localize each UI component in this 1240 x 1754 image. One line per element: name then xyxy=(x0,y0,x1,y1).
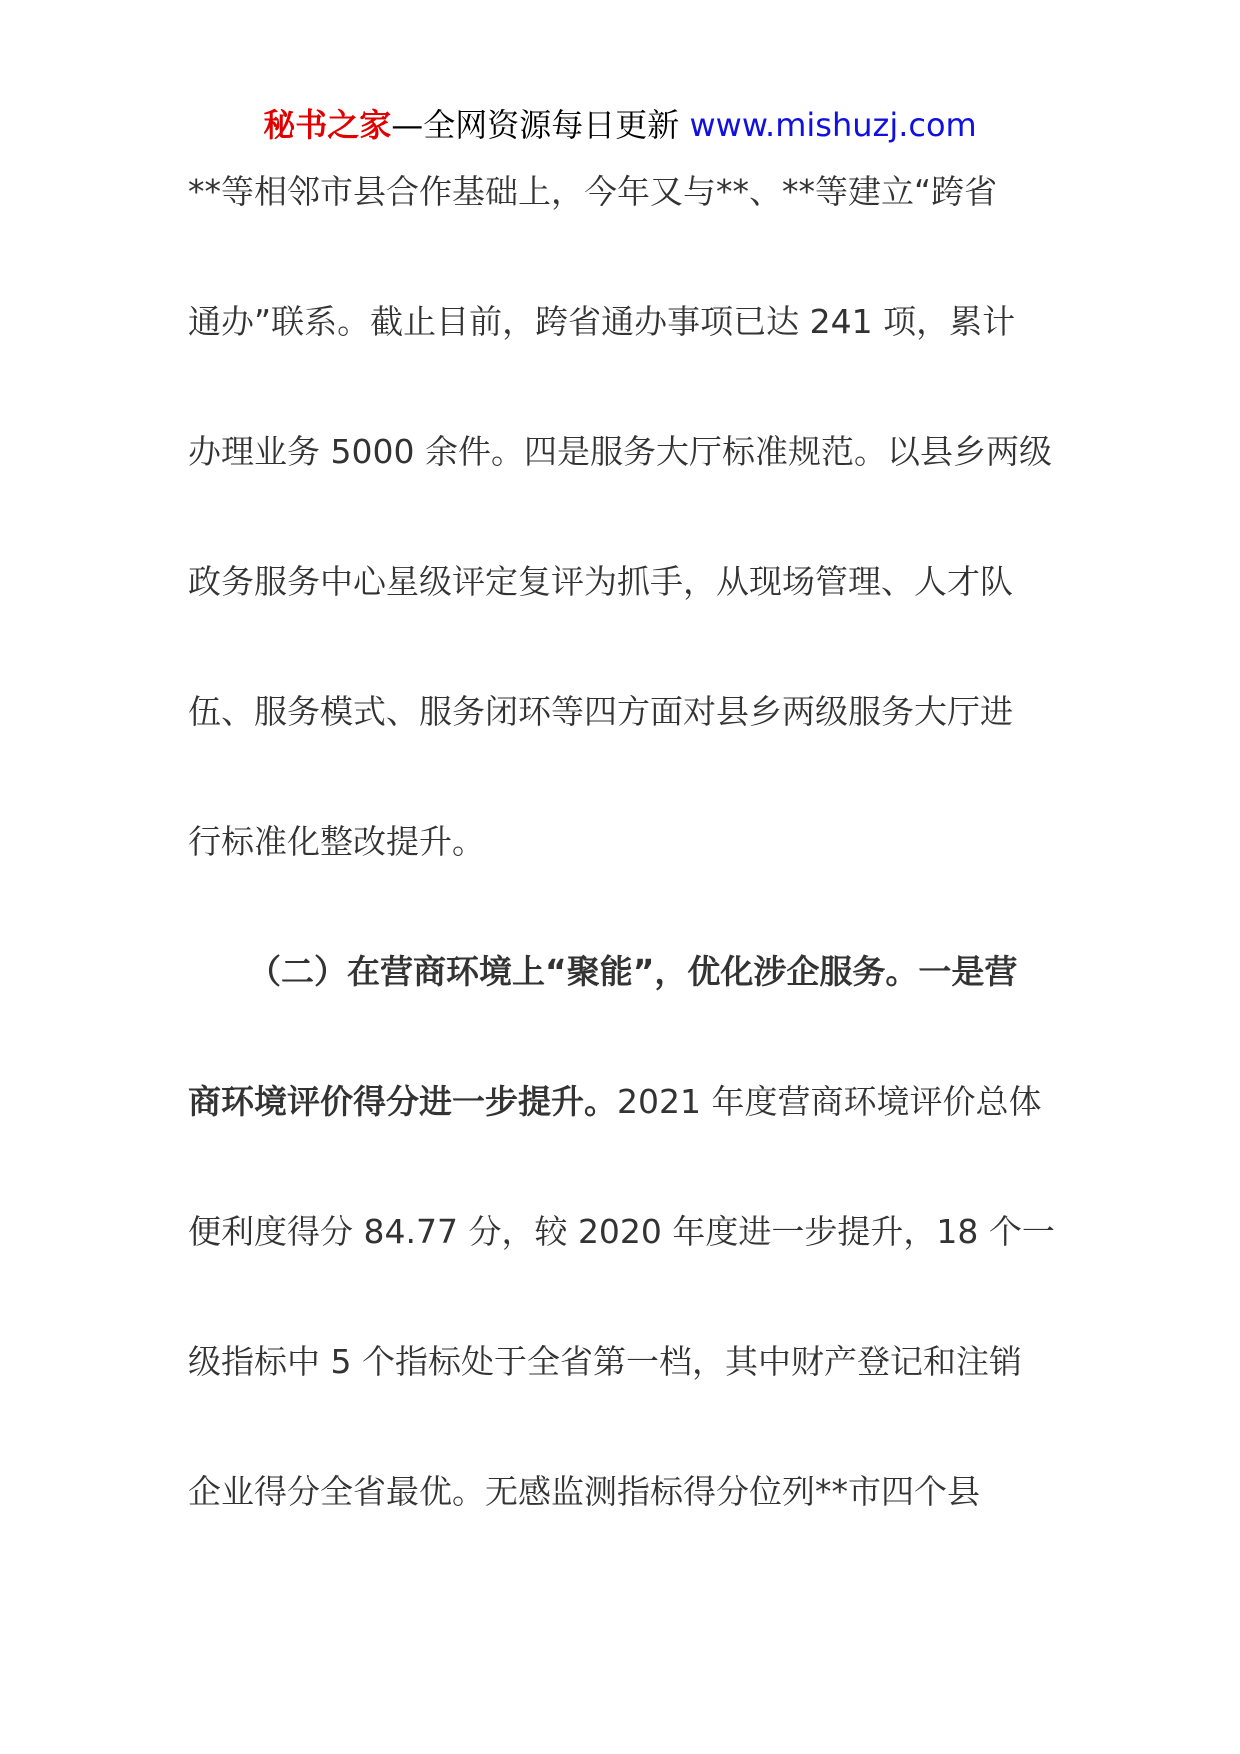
paragraph-line: 企业得分全省最优。无感监测指标得分位列**市四个县 xyxy=(188,1472,980,1511)
paragraph-line: 伍、服务模式、服务闭环等四方面对县乡两级服务大厅进 xyxy=(188,692,1013,731)
header-brand: 秘书之家 xyxy=(263,106,392,144)
paragraph-line: 行标准化整改提升。 xyxy=(188,822,485,861)
paragraph-text: 2021 年度营商环境评价总体 xyxy=(617,1082,1042,1121)
paragraph-line: 办理业务 5000 余件。四是服务大厅标准规范。以县乡两级 xyxy=(188,432,1052,471)
paragraph-line: 级指标中 5 个指标处于全省第一档，其中财产登记和注销 xyxy=(188,1342,1022,1381)
document-body xyxy=(188,160,1068,1590)
paragraph-line: 政务服务中心星级评定复评为抓手，从现场管理、人才队 xyxy=(188,562,1013,601)
document-header xyxy=(0,100,1240,150)
bold-subheading: 商环境评价得分进一步提升。 xyxy=(188,1082,617,1121)
header-website: www.mishuzj.com xyxy=(679,106,977,144)
section-heading: （二）在营商环境上“聚能”，优化涉企服务。一是营 xyxy=(248,952,1018,991)
header-tagline: —全网资源每日更新 xyxy=(391,106,680,144)
paragraph-line: 通办”联系。截止目前，跨省通办事项已达 241 项，累计 xyxy=(188,302,1016,341)
paragraph-line xyxy=(188,1070,1068,1200)
paragraph-line: **等相邻市县合作基础上，今年又与**、**等建立“跨省 xyxy=(188,172,998,211)
paragraph-line: 便利度得分 84.77 分，较 2020 年度进一步提升，18 个一 xyxy=(188,1212,1055,1251)
